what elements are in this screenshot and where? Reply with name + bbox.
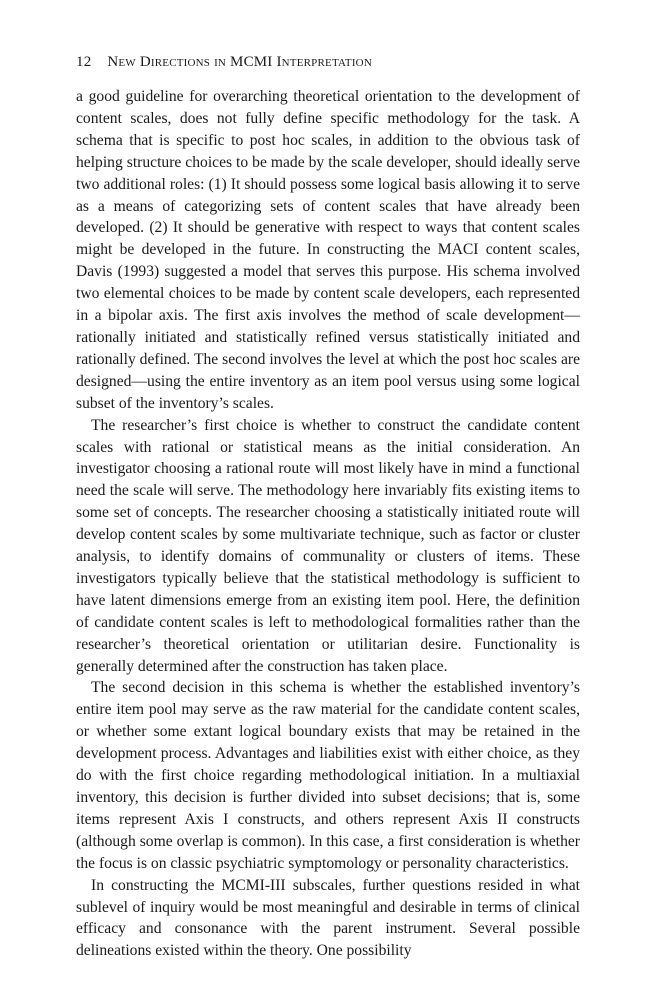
running-head-title: New Directions in MCMI Interpretation xyxy=(107,54,372,70)
page-number: 12 xyxy=(76,54,92,70)
paragraph-first-choice: The researcher’s first choice is whether to construct the candidate content scales with rational or statistical means as the initial consideration. An investigator choosing a rational route will most likely have in mind a functional need the scale will serve. The methodology here invariably fits existing items to some set of concepts. The researcher choosing a statistically initiated route will develop content scales by some multivariate technique, such as factor or cluster analysis, to identify domains of communality or clusters of items. These investigators typically believe that the statistical methodology is sufficient to have latent dimensions emerge from an existing item pool. Here, the definition of candidate content scales is left to methodological formalities rather than the researcher’s theoretical orientation or utilitarian desire. Functionality is generally determined after the construction has taken place. xyxy=(76,416,580,675)
paragraph-mcmi-subscales: In constructing the MCMI-III subscales, further questions resided in what sublevel of inquiry would be most meaningful and desirable in terms of clinical efficacy and consonance with the parent instrument. Several possible delineations existed within the theory. One possibility xyxy=(76,876,580,960)
paragraph-second-decision: The second decision in this schema is whether the established inventory’s entire item pool may serve as the raw material for the candidate content scales, or whether some extant logical boundary exists that may be retained in the development process. Advantages and liabilities exist with either choice, as they do with the first choice regarding methodological initiation. In a multiaxial inventory, this decision is further divided into subset decisions; that is, some items represent Axis I constructs, and others represent Axis II constructs (although some overlap is common). In this case, a first consideration is whether the focus is on classic psychiatric symptomology or personality characteristics. xyxy=(76,679,580,872)
paragraph-continued: a good guideline for overarching theoretical orientation to the development of content scales, does not fully define specific methodology for the task. A schema that is specific to post hoc scales, in addition to the obvious task of helping structure choices to be made by the scale developer, should ideally serve two additional roles: (1) It should possess some logical basis allowing it to serve as a means of categorizing sets of content scales that have already been developed. (2) It should be generative with respect to ways that content scales might be developed in the future. In constructing the MACI content scales, Davis (1993) suggested a model that serves this purpose. His schema involved two elemental choices to be made by content scale developers, each represented in a bipolar axis. The first axis involves the method of scale development—rationally initiated and statistically refined versus statistically initiated and rationally defined. The second involves the level at which the post hoc scales are designed—using the entire inventory as an item pool versus using some logical subset of the inventory’s scales. xyxy=(76,88,580,412)
running-head xyxy=(76,54,372,71)
body-text xyxy=(76,86,580,962)
